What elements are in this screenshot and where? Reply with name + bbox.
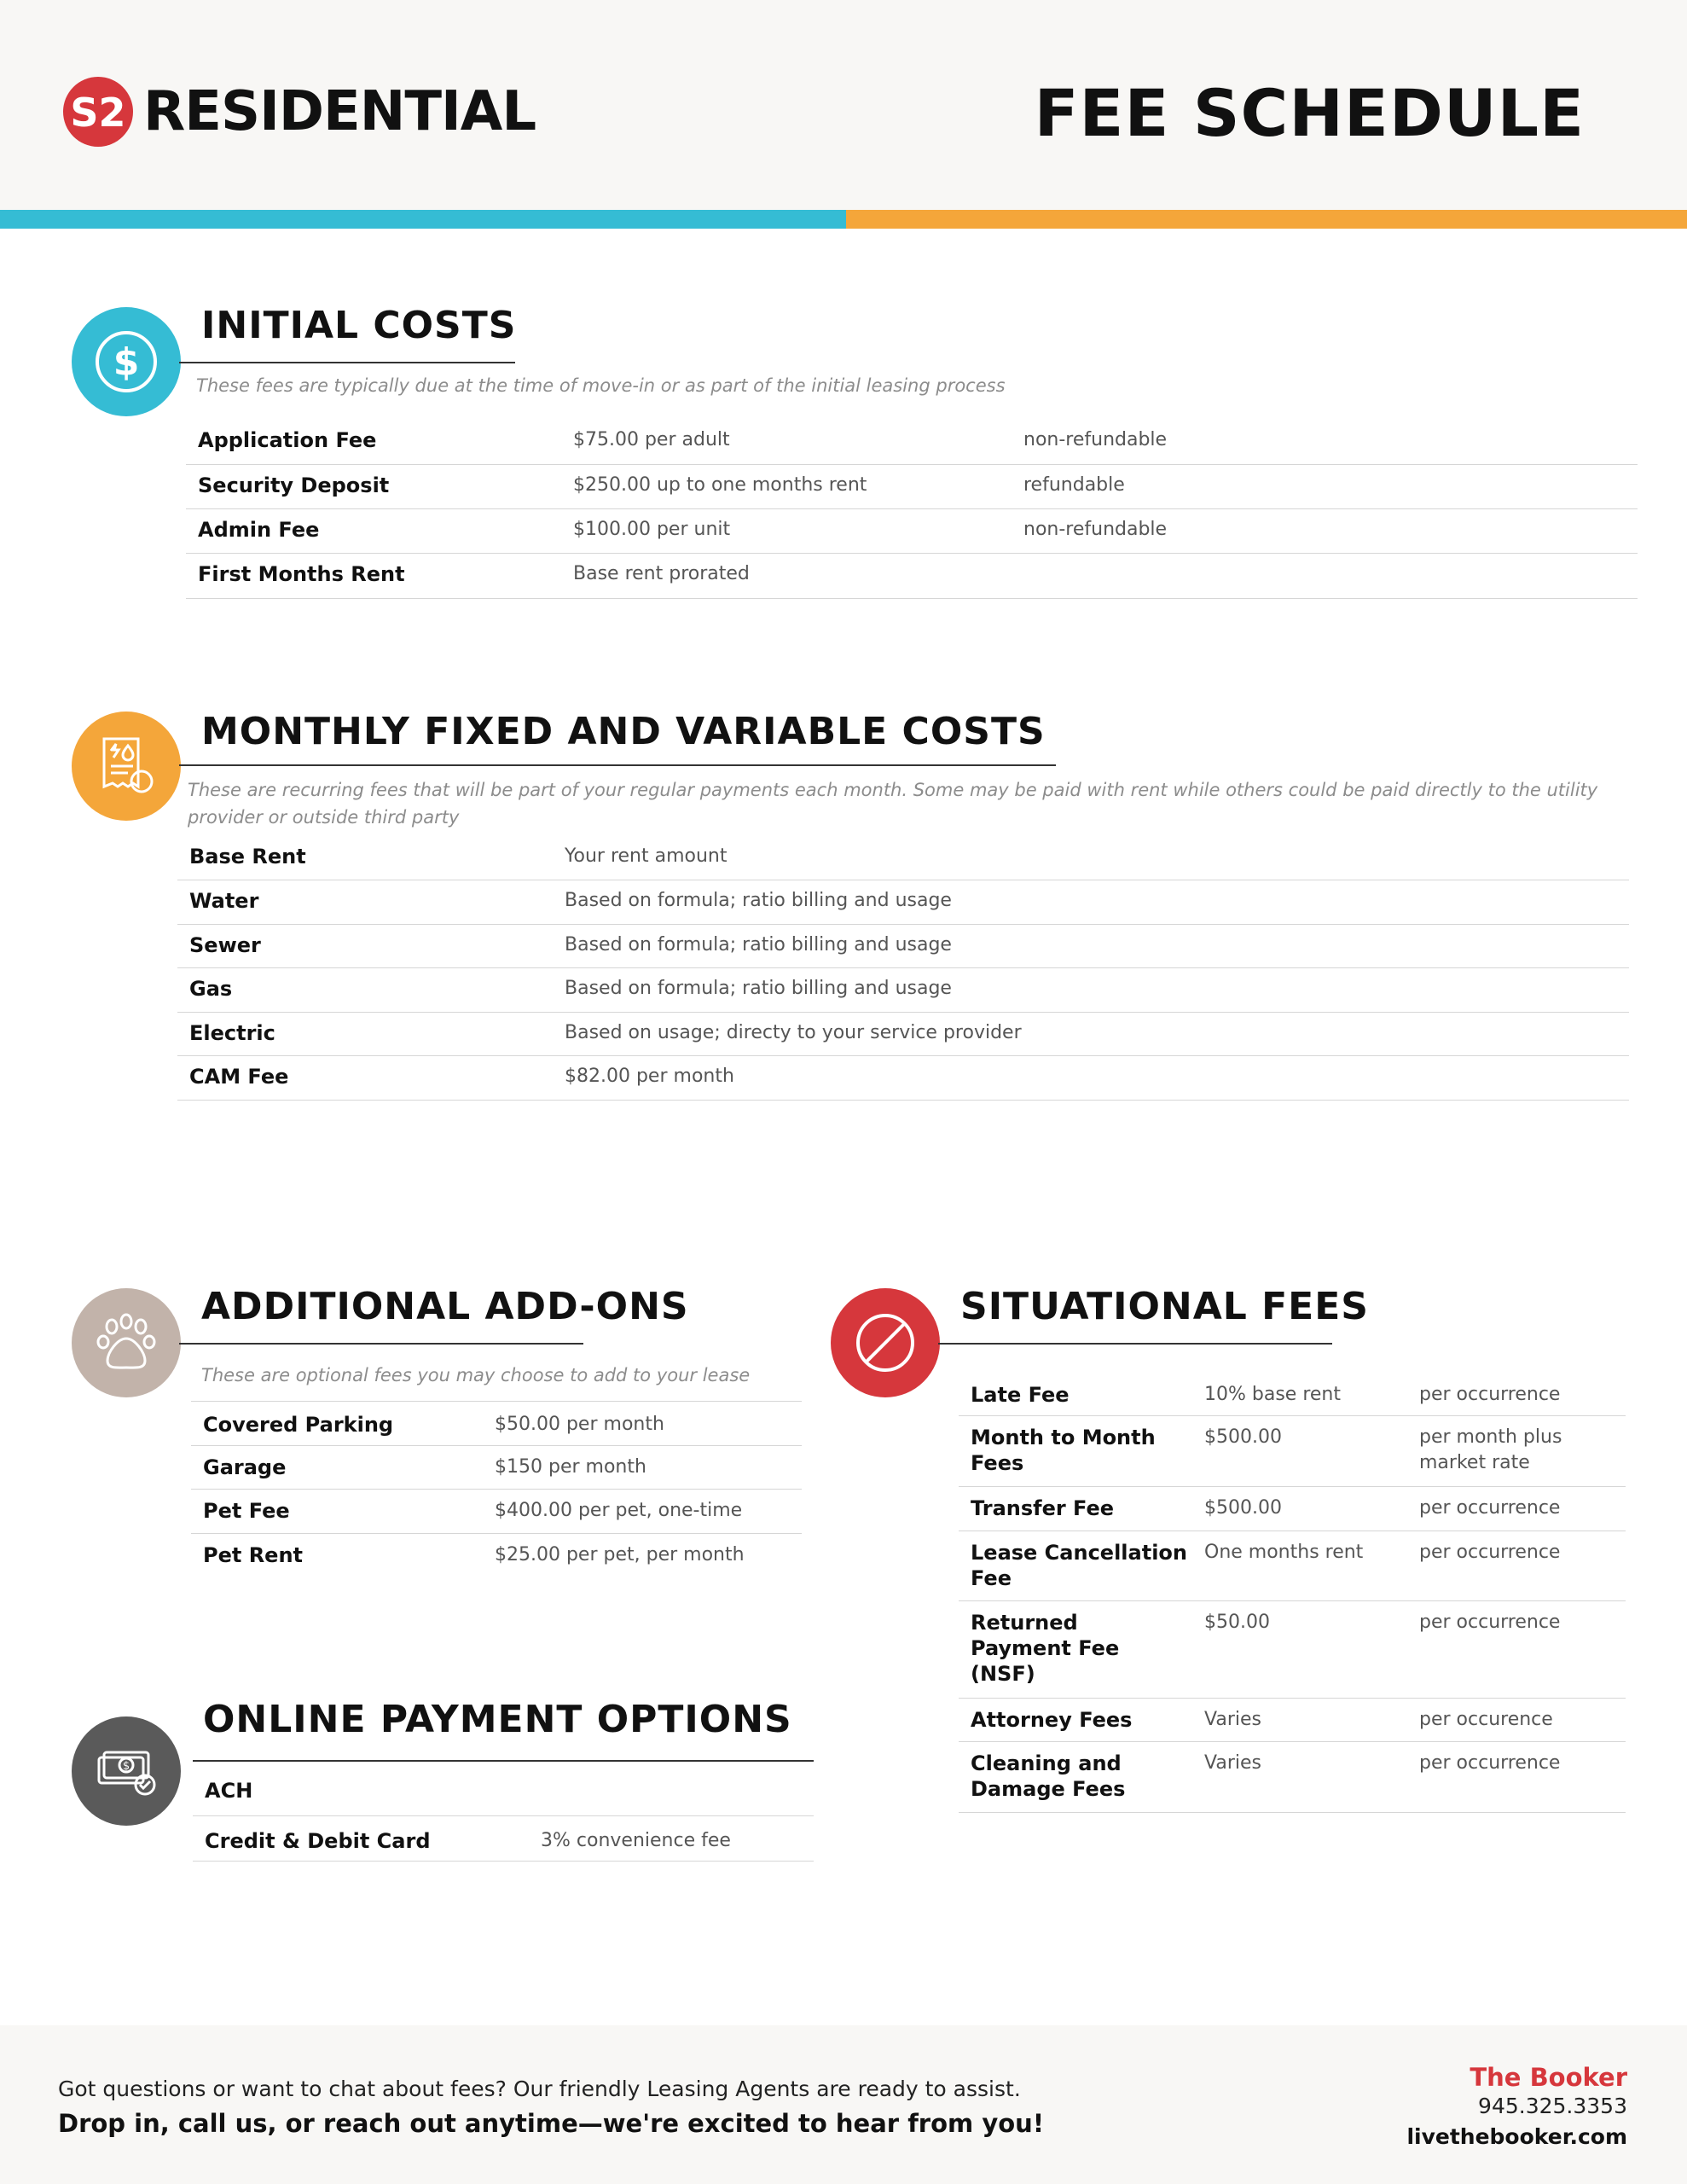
- fee-label: Security Deposit: [198, 473, 390, 497]
- fee-note: non-refundable: [1023, 429, 1168, 450]
- fee-note: non-refundable: [1023, 519, 1168, 540]
- phone-number[interactable]: 945.325.3353: [1478, 2094, 1627, 2118]
- table-row: [959, 1375, 1626, 1416]
- table-row: [177, 880, 1629, 925]
- fee-amount: $150 per month: [495, 1456, 646, 1478]
- website-link[interactable]: livethebooker.com: [1406, 2124, 1627, 2149]
- table-row: [959, 1416, 1626, 1487]
- svg-text:$: $: [113, 340, 140, 384]
- initial-costs-title: INITIAL COSTS: [201, 304, 517, 347]
- fee-label: Sewer: [189, 933, 261, 957]
- fee-amount: $500.00: [1204, 1426, 1282, 1448]
- table-row: [959, 1531, 1626, 1601]
- fee-note: per occurrence: [1419, 1542, 1561, 1563]
- company-logo: [61, 73, 536, 150]
- prohibited-icon: [831, 1288, 940, 1397]
- header-accent-bar-orange: [846, 210, 1687, 229]
- fee-label: Pet Fee: [203, 1499, 290, 1523]
- situational-fees-rule: [938, 1343, 1332, 1345]
- fee-amount: $25.00 per pet, per month: [495, 1544, 745, 1565]
- add-ons-rule: [179, 1343, 583, 1345]
- table-row: [959, 1601, 1626, 1699]
- monthly-costs-title: MONTHLY FIXED AND VARIABLE COSTS: [201, 710, 1046, 753]
- fee-amount: 10% base rent: [1204, 1384, 1341, 1405]
- fee-label: Electric: [189, 1021, 275, 1045]
- fee-label: Garage: [203, 1455, 287, 1479]
- table-row: [191, 1490, 802, 1534]
- initial-costs-subtitle: These fees are typically due at the time of move-in or as part of the initial leasing process: [196, 375, 1006, 396]
- fee-label: Pet Rent: [203, 1543, 304, 1567]
- table-row: [193, 1768, 814, 1816]
- header-accent-bar-blue: [0, 210, 846, 229]
- fee-amount: One months rent: [1204, 1542, 1364, 1563]
- fee-amount: $50.00: [1204, 1612, 1270, 1633]
- fee-amount: Varies: [1204, 1752, 1261, 1774]
- fee-amount: $82.00 per month: [565, 1066, 734, 1087]
- table-row: [959, 1699, 1626, 1742]
- fee-amount: $100.00 per unit: [573, 519, 731, 540]
- fee-note: per occurrence: [1419, 1384, 1561, 1405]
- fee-amount: $250.00 up to one months rent: [573, 474, 867, 496]
- monthly-costs-rule: [179, 764, 1056, 766]
- add-ons-subtitle: These are optional fees you may choose to add to your lease: [201, 1365, 751, 1385]
- monthly-costs-table: [177, 836, 1629, 1101]
- fee-note: per occurrence: [1419, 1497, 1561, 1519]
- svg-text:S2: S2: [70, 90, 126, 136]
- dollar-icon: [72, 307, 181, 416]
- situational-fees-title: SITUATIONAL FEES: [960, 1285, 1369, 1328]
- table-row: [186, 509, 1638, 554]
- property-name: The Booker: [1470, 2063, 1627, 2092]
- table-row: [177, 968, 1629, 1013]
- initial-costs-table: [186, 420, 1638, 599]
- table-row: [959, 1742, 1626, 1813]
- table-row: [186, 420, 1638, 465]
- page-title: FEE SCHEDULE: [1034, 75, 1585, 151]
- fee-amount: $400.00 per pet, one-time: [495, 1500, 743, 1521]
- fee-label: CAM Fee: [189, 1065, 289, 1089]
- fee-amount: $75.00 per adult: [573, 429, 730, 450]
- fee-amount: Varies: [1204, 1709, 1261, 1730]
- fee-note: refundable: [1023, 474, 1125, 496]
- fee-label: First Months Rent: [198, 562, 405, 586]
- monthly-costs-subtitle: These are recurring fees that will be part of your regular payments each month. Some may be paid with rent while others could be paid directly to the utility provider or outside third party: [188, 780, 1598, 828]
- fee-label: Base Rent: [189, 845, 306, 868]
- table-row: [177, 1013, 1629, 1056]
- page-footer: [0, 2025, 1687, 2184]
- fee-amount: $50.00 per month: [495, 1414, 664, 1435]
- fee-label: Water: [189, 889, 259, 913]
- add-ons-table: [191, 1401, 802, 1578]
- fee-label: Application Fee: [198, 428, 377, 452]
- fee-label: Admin Fee: [198, 518, 320, 542]
- fee-label: Late Fee: [971, 1383, 1070, 1407]
- table-row: [177, 925, 1629, 968]
- payment-option-fee: 3% convenience fee: [541, 1830, 731, 1851]
- add-ons-title: ADDITIONAL ADD-ONS: [201, 1285, 689, 1328]
- fee-label: Covered Parking: [203, 1413, 394, 1437]
- online-payment-table: [193, 1768, 814, 1862]
- fee-label: Cleaning and Damage Fees: [971, 1751, 1126, 1801]
- utility-bill-icon: [72, 712, 181, 821]
- payment-option-label: ACH: [205, 1779, 253, 1803]
- table-row: [177, 1056, 1629, 1101]
- fee-note: per occurence: [1419, 1709, 1553, 1730]
- fee-amount: Based on formula; ratio billing and usage: [565, 934, 952, 956]
- table-row: [191, 1402, 802, 1446]
- table-row: [191, 1446, 802, 1490]
- fee-amount: Your rent amount: [565, 845, 728, 867]
- fee-label: Attorney Fees: [971, 1708, 1133, 1732]
- fee-amount: Based on usage; directy to your service provider: [565, 1022, 1022, 1043]
- online-payment-rule: [193, 1760, 814, 1762]
- footer-call-to-action: Drop in, call us, or reach out anytime—we're excited to hear from you!: [58, 2109, 1045, 2138]
- payment-option-label: Credit & Debit Card: [205, 1829, 431, 1853]
- fee-amount: $500.00: [1204, 1497, 1282, 1519]
- paw-icon: [72, 1288, 181, 1397]
- fee-label: Lease Cancellation Fee: [971, 1541, 1188, 1590]
- initial-costs-rule: [179, 362, 515, 363]
- table-row: [193, 1816, 814, 1862]
- fee-amount: Based on formula; ratio billing and usage: [565, 978, 952, 999]
- logo-text: RESIDENTIAL: [143, 80, 536, 143]
- fee-note: per occurrence: [1419, 1612, 1561, 1633]
- footer-question: Got questions or want to chat about fees? Our friendly Leasing Agents are ready to assist.: [58, 2077, 1021, 2101]
- fee-label: Gas: [189, 977, 233, 1001]
- situational-fees-table: [959, 1375, 1626, 1813]
- table-row: [186, 465, 1638, 509]
- fee-amount: Based on formula; ratio billing and usage: [565, 890, 952, 911]
- fee-note: per occurrence: [1419, 1752, 1561, 1774]
- fee-note: per month plus market rate: [1419, 1426, 1562, 1473]
- fee-amount: Base rent prorated: [573, 563, 750, 584]
- table-row: [177, 836, 1629, 880]
- online-payment-title: ONLINE PAYMENT OPTIONS: [203, 1698, 792, 1741]
- fee-label: Transfer Fee: [971, 1496, 1115, 1520]
- s2-logo-icon: [61, 75, 135, 148]
- payment-check-icon: [72, 1716, 181, 1826]
- fee-label: Returned Payment Fee (NSF): [971, 1611, 1120, 1686]
- table-row: [191, 1534, 802, 1578]
- table-row: [959, 1487, 1626, 1531]
- table-row: [186, 554, 1638, 599]
- svg-text:$: $: [122, 1760, 130, 1773]
- fee-label: Month to Month Fees: [971, 1426, 1156, 1475]
